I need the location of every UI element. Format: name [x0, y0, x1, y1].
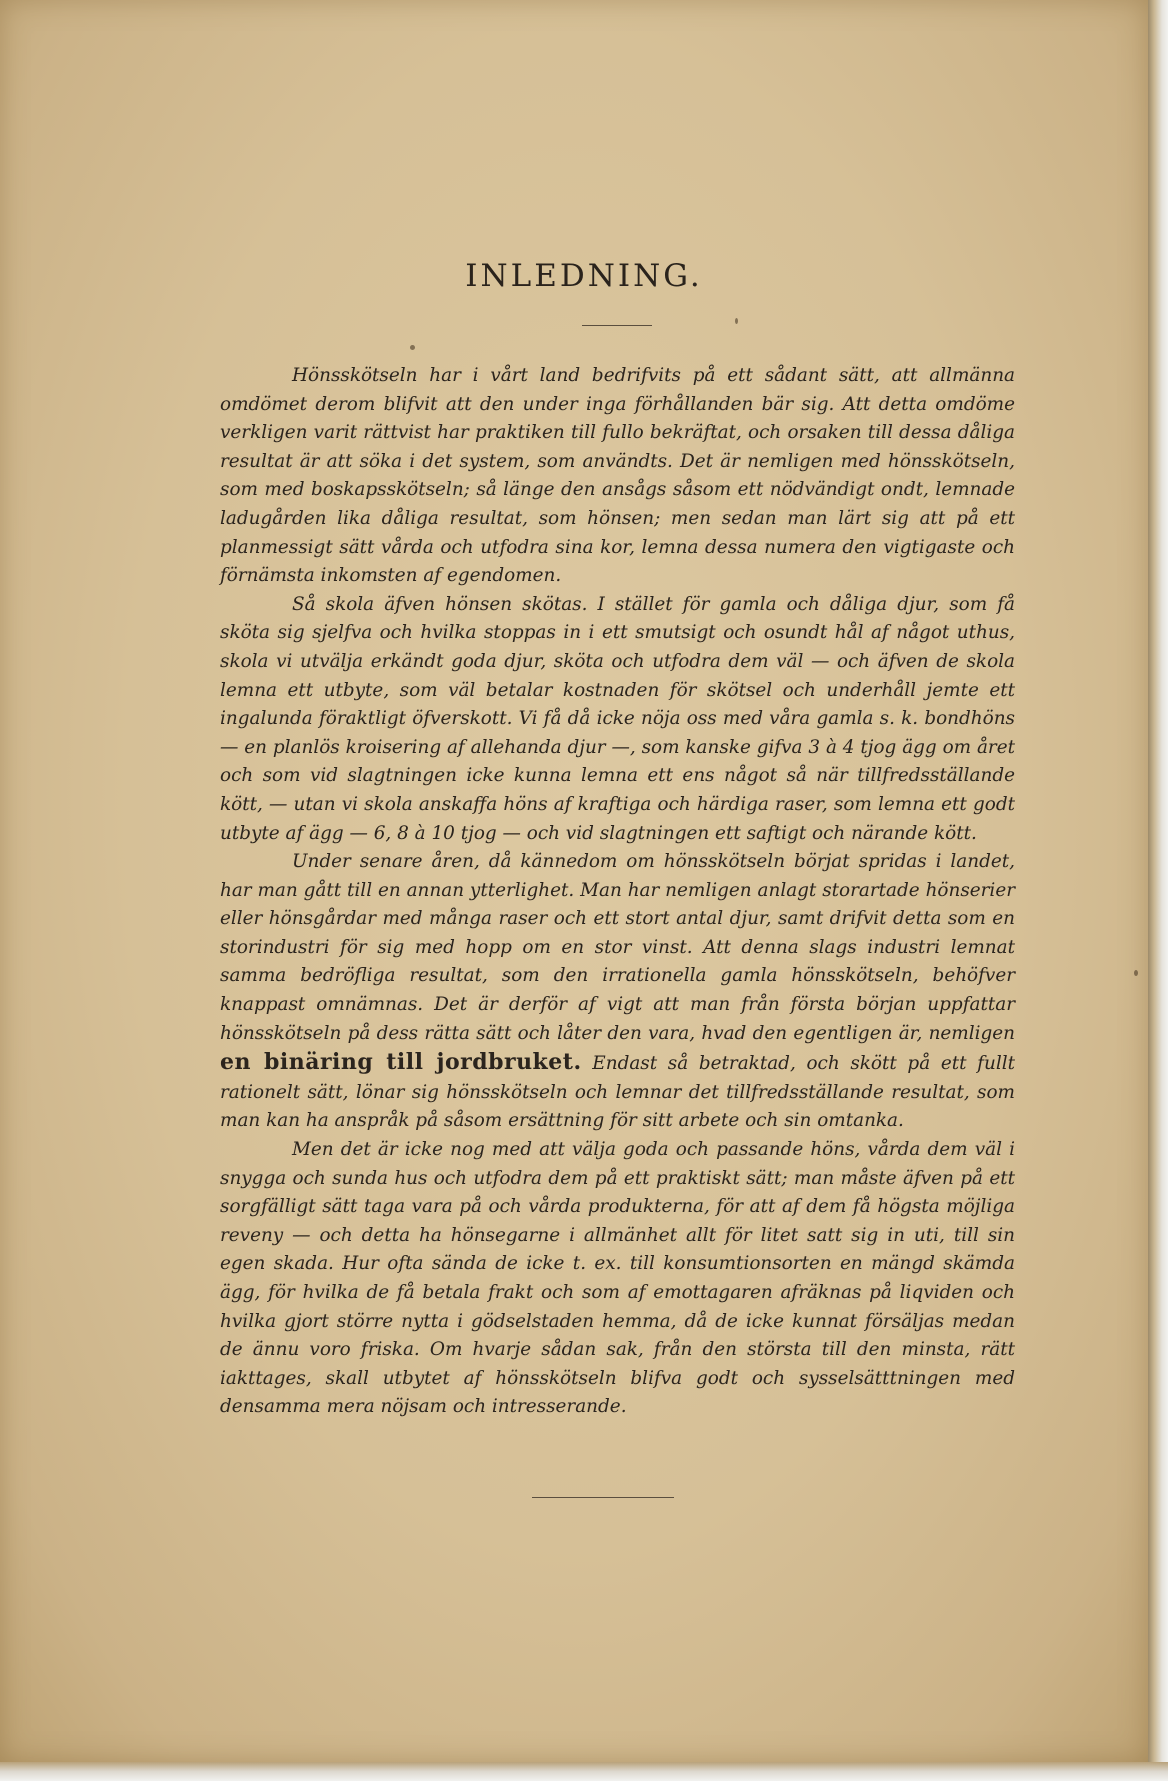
closing-rule — [532, 1497, 674, 1498]
paragraph-1 — [220, 362, 1015, 591]
scan-bottom-edge — [0, 1762, 1168, 1781]
paper-speck — [410, 345, 415, 350]
paragraph-4 — [220, 1136, 1015, 1422]
paper-speck — [1134, 970, 1138, 976]
body-text — [220, 362, 1015, 1422]
heading-rule — [582, 325, 652, 326]
paragraph-3-text: Under senare åren, då kännedom om hönsskötseln börjat spridas i landet, har man gått till en annan ytterlighet. Man har nemligen anlagt storartade hönserier eller hönsgårdar med många raser och ett stort antal djur, samt drifvit detta som en storindustri för sig med hopp om en stor vinst. Att denna slags industri lemnat samma bedröfliga resultat, som den irrationella gamla hönsskötseln, behöfver knappast omnämnas. Det är derför af vigt att man från första början uppfattar hönsskötseln på dess rätta sätt och låter den vara, hvad den egentligen är, nemligen — [220, 851, 1015, 1044]
paper-speck — [735, 318, 738, 324]
paragraph-1-text: Hönsskötseln har i vårt land bedrifvits på ett sådant sätt, att allmänna omdömet derom blifvit att den under inga förhållanden bär sig. Att detta omdöme verkligen varit rättvist har praktiken till fullo bekräftat, och orsaken till dessa dåliga resultat är att söka i det system, som användts. Det är nemligen med hönsskötseln, som med boskapsskötseln; så länge den ansågs såsom ett nödvändigt ondt, lemnade ladugården lika dåliga resultat, som hönsen; men sedan man lärt sig att på ett planmessigt sätt vårda och utfodra sina kor, lemna dessa numera den vigtigaste och förnämsta inkomsten af egendomen. — [220, 365, 1015, 587]
paragraph-3-text-continued: Endast så betraktad, och skött på ett fullt rationelt sätt, lönar sig hönsskötseln och lemnar det tillfredsställande resultat, som man kan ha anspråk på såsom ersättning för sitt arbete och sin omtanka. — [220, 1053, 1015, 1132]
paragraph-2 — [220, 591, 1015, 848]
chapter-heading: INLEDNING. — [465, 258, 703, 294]
paragraph-3 — [220, 848, 1015, 1136]
emphasis-phrase: en binäring till jordbruket. — [220, 1049, 582, 1076]
paragraph-4-text: Men det är icke nog med att välja goda och passande höns, vårda dem väl i snygga och sunda hus och utfodra dem på ett praktiskt sätt; man måste äfven på ett sorgfälligt sätt taga vara på och vårda produkterna, för att af dem få högsta möjliga reveny — och detta ha hönsegarne i allmänhet allt för litet satt sig in uti, till sin egen skada. Hur ofta sända de icke t. ex. till konsumtionsorten en mängd skämda ägg, för hvilka de få betala frakt och som af emottagaren afräknas på liqviden och hvilka gjort större nytta i gödselstaden hemma, då de icke kunnat försäljas medan de ännu voro friska. Om hvarje sådan sak, från den största till den minsta, rätt iakttages, skall utbytet af hönsskötseln blifva godt och sysselsätttningen med densamma mera nöjsam och intresserande. — [220, 1139, 1015, 1418]
paragraph-2-text: Så skola äfven hönsen skötas. I stället för gamla och dåliga djur, som få sköta sig sjelfva och hvilka stoppas in i ett smutsigt och osundt hål af något uthus, skola vi utvälja erkändt goda djur, sköta och utfodra dem väl — och äfven de skola lemna ett utbyte, som väl betalar kostnaden för skötsel och underhåll jemte ett ingalunda föraktligt öfverskott. Vi få då icke nöja oss med våra gamla s. k. bondhöns — en planlös kroisering af allehanda djur —, som kanske gifva 3 à 4 tjog ägg om året och som vid slagtningen icke kunna lemna ett ens något så när tillfredsställande kött, — utan vi skola anskaffa höns af kraftiga och härdiga raser, som lemna ett godt utbyte af ägg — 6, 8 à 10 tjog — och vid slagtningen ett saftigt och närande kött. — [220, 593, 1015, 844]
